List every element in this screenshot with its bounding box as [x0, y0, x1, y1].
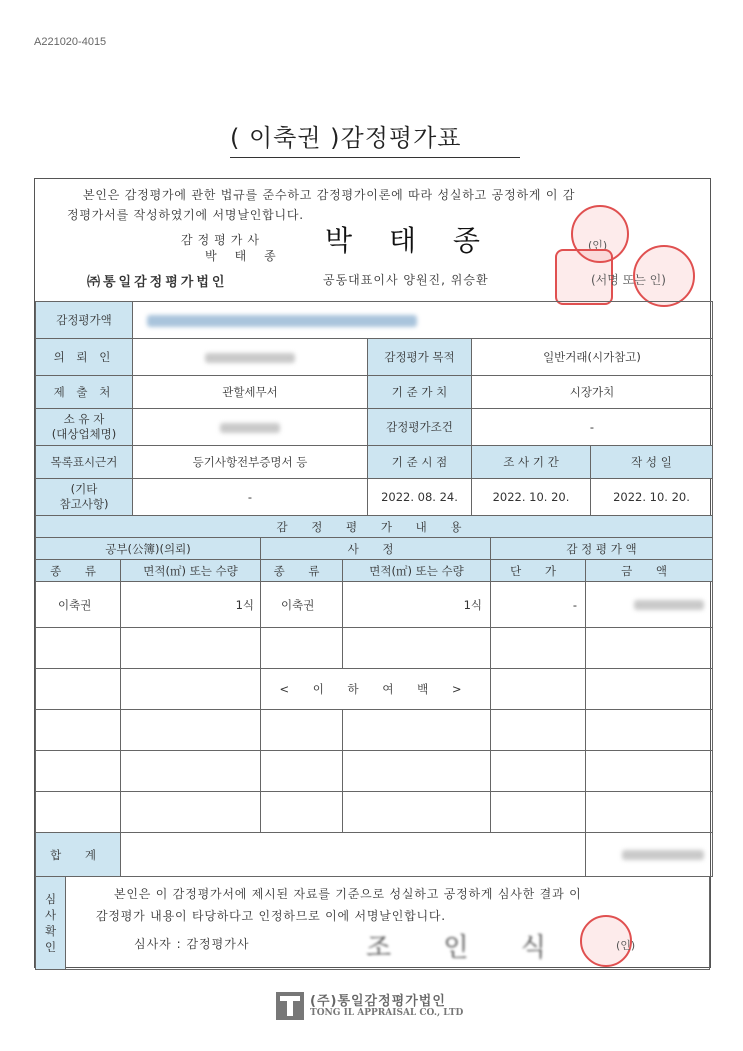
summary-row-amount	[36, 302, 713, 339]
details-section-title: 감 정 평 가 내 용	[36, 516, 713, 538]
actual-header: 사 정	[261, 538, 491, 560]
basis-value: 시장가치	[472, 376, 713, 409]
summary-row-submit	[36, 376, 713, 409]
row1-qty: 1식	[121, 582, 261, 628]
representative-names: 공동대표이사 양원진, 위승환	[323, 273, 489, 287]
purpose-label: 감정평가 목적	[368, 339, 472, 376]
submit-label: 제 출 처	[36, 376, 133, 409]
other-label-1: (기타	[70, 482, 98, 496]
review-label-char-3: 확	[44, 924, 57, 938]
attestation-line-1: 본인은 감정평가에 관한 법규를 준수하고 감정평가이론에 따라 성실하고 공정하게 이 감	[83, 188, 576, 202]
row1-actual-type: 이축권	[261, 582, 343, 628]
owner-label: 소 유 자	[63, 412, 105, 426]
company-logo-icon	[276, 992, 304, 1020]
reviewer-signature: 조 인 식	[366, 933, 568, 963]
appraiser-role: 감정평가사	[181, 233, 264, 247]
appraisal-header: 감 정 평 가 액	[491, 538, 713, 560]
appraiser-name: 박태종	[205, 249, 294, 263]
details-blank-row	[36, 792, 713, 833]
details-blank-row	[36, 751, 713, 792]
amount-label: 감정평가액	[36, 302, 133, 339]
summary-row-other	[36, 479, 713, 516]
row1-actual-qty: 1식	[343, 582, 491, 628]
registry-col-type: 종 류	[36, 560, 121, 582]
review-line-2: 감정평가 내용이 타당하다고 인정하므로 이에 서명날인합니다.	[96, 909, 446, 923]
review-line-1: 본인은 이 감정평가서에 제시된 자료를 기준으로 성실하고 공정하게 심사한 결과 이	[114, 887, 582, 901]
col-unit-price: 단 가	[491, 560, 586, 582]
review-table	[35, 876, 710, 970]
corporation-name: ㈜통일감정평가법인	[87, 275, 228, 290]
review-label-char-1: 심	[44, 892, 57, 906]
footer-logo-block	[276, 988, 476, 1024]
details-blank-row	[36, 628, 713, 669]
survey-period-value: 2022. 10. 20.	[472, 479, 591, 516]
col-amount: 금 액	[586, 560, 713, 582]
row1-type: 이축권	[36, 582, 121, 628]
write-date-label: 작 성 일	[591, 446, 713, 479]
details-blank-note-row	[36, 669, 713, 710]
appraisal-form	[34, 178, 711, 968]
registry-col-area: 면적(㎡) 또는 수량	[121, 560, 261, 582]
other-value: -	[133, 479, 368, 516]
other-label-2: 참고사항)	[59, 497, 109, 511]
condition-value: -	[472, 409, 713, 446]
owner-value-redacted	[133, 409, 368, 446]
representative-seal-label: (서명 또는 인)	[591, 273, 666, 287]
client-value-redacted	[133, 339, 368, 376]
attestation-section	[35, 179, 710, 302]
details-table	[35, 515, 713, 877]
purpose-value: 일반거래(시가참고)	[472, 339, 713, 376]
amount-value-redacted	[133, 302, 713, 339]
reviewer-label: 심사자 : 감정평가사	[134, 937, 250, 951]
details-group-header-row	[36, 538, 713, 560]
list-basis-label: 목록표시근거	[36, 446, 133, 479]
total-label: 합 계	[36, 833, 121, 877]
base-date-label: 기 준 시 점	[368, 446, 472, 479]
details-blank-row	[36, 710, 713, 751]
reviewer-seal-label: (인)	[616, 939, 636, 952]
footer-company-en: TONG IL APPRAISAL CO., LTD	[310, 1008, 464, 1018]
summary-row-list-basis	[36, 446, 713, 479]
document-title: ( 이축권 )감정평가표	[230, 118, 520, 158]
summary-row-owner	[36, 409, 713, 446]
details-total-row	[36, 833, 713, 877]
survey-period-label: 조 사 기 간	[472, 446, 591, 479]
details-row-1	[36, 582, 713, 628]
client-label: 의 뢰 인	[36, 339, 133, 376]
basis-value-label: 기 준 가 치	[368, 376, 472, 409]
blank-note: < 이 하 여 백 >	[261, 669, 491, 710]
summary-table	[35, 301, 713, 516]
review-content	[66, 877, 710, 970]
review-label-char-4: 인	[44, 940, 57, 954]
details-column-header-row	[36, 560, 713, 582]
details-section-title-row	[36, 516, 713, 538]
actual-col-type: 종 류	[261, 560, 343, 582]
review-row	[36, 877, 710, 970]
attestation-line-2: 정평가서를 작성하였기에 서명날인합니다.	[67, 208, 304, 222]
row1-unit-price: -	[491, 582, 586, 628]
owner-sub-label: (대상업체명)	[51, 427, 117, 441]
submit-value: 관할세무서	[133, 376, 368, 409]
review-label	[36, 877, 66, 970]
row1-amount-redacted	[586, 582, 713, 628]
review-label-char-2: 사	[44, 908, 57, 922]
owner-label-cell	[36, 409, 133, 446]
appraiser-seal-label: (인)	[588, 239, 608, 252]
list-basis-value: 등기사항전부증명서 등	[133, 446, 368, 479]
summary-row-client	[36, 339, 713, 376]
other-label-cell	[36, 479, 133, 516]
document-id: A221020-4015	[34, 36, 107, 48]
condition-label: 감정평가조건	[368, 409, 472, 446]
registry-header: 공부(公簿)(의뢰)	[36, 538, 261, 560]
write-date-value: 2022. 10. 20.	[591, 479, 713, 516]
appraiser-signature: 박 태 종	[325, 224, 494, 257]
base-date-value: 2022. 08. 24.	[368, 479, 472, 516]
total-amount-redacted	[586, 833, 713, 877]
footer-company-kr: (주)통일감정평가법인	[310, 994, 446, 1009]
actual-col-area: 면적(㎡) 또는 수량	[343, 560, 491, 582]
